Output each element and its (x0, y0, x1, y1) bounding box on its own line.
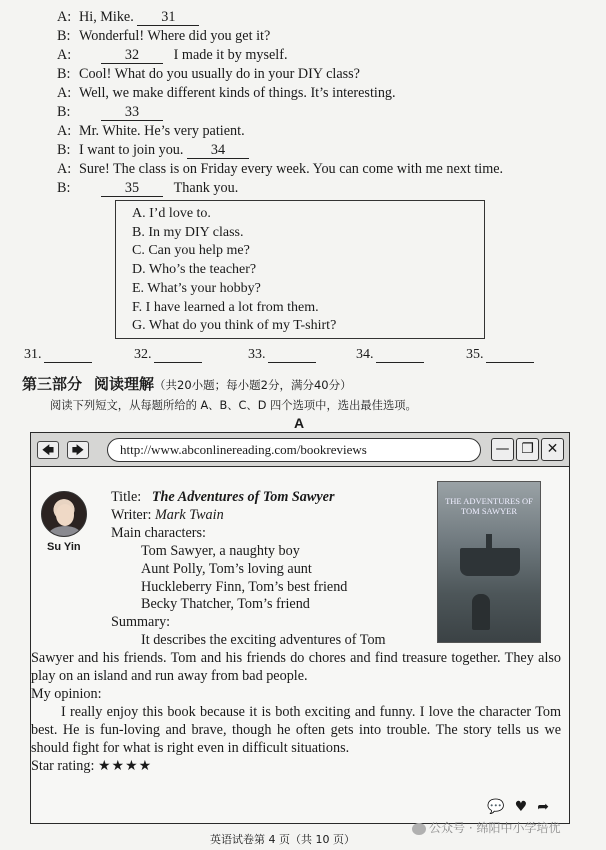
answer-slot: 34. (356, 347, 424, 363)
summary-label: Summary: (111, 614, 171, 631)
answer-slot: 33. (248, 347, 316, 363)
answer-slot: 32. (134, 347, 202, 363)
dialogue-line: A: Mr. White. He’s very patient. (57, 123, 245, 139)
cover-title: THE ADVENTURES OF TOM SAWYER (445, 496, 533, 516)
part-label: A (294, 415, 305, 431)
characters-label: Main characters: (111, 524, 206, 541)
page-footer: 英语试卷第 4 页（共 10 页） (210, 833, 355, 846)
option-item: D. Who’s the teacher? (132, 262, 257, 278)
character-item: Tom Sawyer, a naughty boy (141, 542, 300, 559)
section-heading: 第三部分 阅读理解（共20小题；每小题2分，满分40分） (22, 375, 352, 393)
option-item: F. I have learned a lot from them. (132, 299, 319, 315)
address-bar[interactable]: http://www.abconlinereading.com/bookreviews (107, 438, 481, 462)
option-item: A. I’d love to. (132, 206, 211, 221)
forward-arrow-icon[interactable]: 🡆 (67, 441, 89, 459)
reviewer-name: Su Yin (47, 541, 81, 553)
minimize-icon[interactable]: — (491, 438, 514, 461)
summary-text: Sawyer and his friends. Tom and his friends do chores and find treasure together. They also play on an island and run away from bad people. (31, 650, 561, 685)
heart-icon[interactable]: ♥ (514, 799, 528, 815)
answer-row (24, 347, 604, 367)
answer-line[interactable] (268, 349, 316, 363)
opinion-label: My opinion: (31, 685, 102, 702)
writer-line: Writer: Mark Twain (111, 506, 224, 523)
rating-line: Star rating: ★★★★ (31, 757, 153, 774)
watermark: 公众号 · 绵阳中小学培优 (412, 819, 560, 836)
answer-line[interactable] (376, 349, 424, 363)
action-icons (477, 799, 549, 815)
book-title: The Adventures of Tom Sawyer (151, 489, 335, 505)
book-writer: Mark Twain (154, 506, 224, 523)
dialogue-line: A: Well, we make different kinds of things. It’s interesting. (57, 85, 396, 101)
character-item: Huckleberry Finn, Tom’s best friend (141, 578, 348, 595)
answer-line[interactable] (44, 349, 92, 363)
answer-line[interactable] (486, 349, 534, 363)
character-item: Becky Thatcher, Tom’s friend (141, 596, 310, 613)
star-rating: ★★★★ (97, 757, 153, 774)
opinion-text: I really enjoy this book because it is both exciting and funny. I love the character Tom best. He is fun-loving and brave, though he often gets into trouble. The story tells us we should fight for what is right even in difficult situations. (31, 703, 561, 756)
summary-first-line: It describes the exciting adventures of Tom (141, 632, 386, 649)
restore-icon[interactable]: ❐ (516, 438, 539, 461)
share-icon[interactable]: ➦ (537, 799, 549, 815)
browser-toolbar (31, 433, 569, 467)
options-box (115, 200, 485, 339)
comment-icon[interactable]: 💬 (487, 799, 505, 815)
dialogue-line: B: I want to join you. 34 (57, 141, 597, 160)
answer-blank-32: 32 (101, 47, 163, 64)
dialogue-line: B: 33 (57, 103, 597, 122)
answer-line[interactable] (154, 349, 202, 363)
answer-slot: 35. (466, 347, 534, 363)
title-line: Title: The Adventures of Tom Sawyer (111, 489, 335, 505)
option-item: G. What do you think of my T-shirt? (132, 318, 337, 334)
dialogue-line: A: 32 I made it by myself. (57, 47, 288, 63)
dialogue-line: B: Cool! What do you usually do in your DIY class? (57, 66, 360, 82)
dialogue-line: A: Sure! The class is on Friday every week. You can come with me next time. (57, 161, 504, 177)
character-item: Aunt Polly, Tom’s loving aunt (141, 560, 312, 577)
wechat-icon (412, 823, 426, 835)
answer-blank-35: 35 (101, 180, 163, 197)
option-item: E. What’s your hobby? (132, 280, 261, 296)
answer-blank-33: 33 (101, 104, 163, 121)
answer-blank-31: 31 (137, 9, 199, 26)
close-icon[interactable]: ✕ (541, 438, 564, 461)
answer-blank-34: 34 (187, 142, 249, 159)
dialogue-line: B: 35 Thank you. (57, 180, 239, 196)
dialogue-line: B: Wonderful! Where did you get it? (57, 28, 271, 44)
avatar (41, 491, 87, 537)
section-instruction: 阅读下列短文，从每题所给的 A、B、C、D 四个选项中，选出最佳选项。 (50, 399, 417, 412)
answer-slot: 31. (24, 347, 92, 363)
option-item: B. In my DIY class. (132, 224, 244, 240)
back-arrow-icon[interactable]: 🡄 (37, 441, 59, 459)
dialogue-line: A: Hi, Mike. 31 (57, 8, 597, 27)
browser-window (30, 432, 570, 824)
option-item: C. Can you help me? (132, 243, 250, 259)
